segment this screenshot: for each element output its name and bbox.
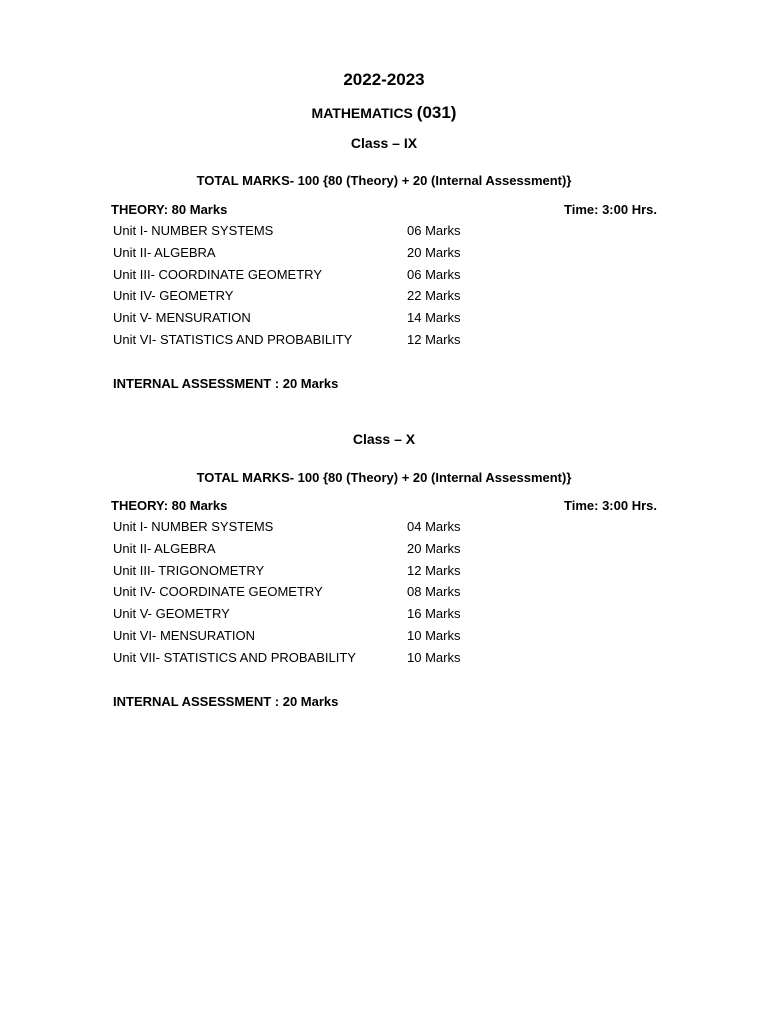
class-x-internal-assessment: INTERNAL ASSESSMENT : 20 Marks xyxy=(113,694,339,709)
subject-title xyxy=(0,103,768,123)
class-ix-heading: Class – IX xyxy=(350,135,418,151)
unit-marks: 16 Marks xyxy=(407,606,461,622)
class-x-theory-label: THEORY: 80 Marks xyxy=(111,498,228,513)
unit-name: Unit V- GEOMETRY xyxy=(113,606,230,622)
unit-marks: 10 Marks xyxy=(407,649,461,665)
unit-name: Unit III- TRIGONOMETRY xyxy=(113,562,265,578)
unit-name: Unit IV- COORDINATE GEOMETRY xyxy=(113,584,323,600)
class-x-time-label: Time: 3:00 Hrs. xyxy=(564,498,657,513)
unit-name: Unit I- NUMBER SYSTEMS xyxy=(113,223,274,238)
unit-name: Unit V- MENSURATION xyxy=(113,310,251,326)
class-x-unit-list xyxy=(113,519,513,672)
unit-marks: 10 Marks xyxy=(407,627,461,643)
unit-row xyxy=(113,245,513,267)
unit-name: Unit I- NUMBER SYSTEMS xyxy=(113,519,274,534)
class-ix-total-marks: TOTAL MARKS- 100 {80 (Theory) + 20 (Internal Assessment)} xyxy=(196,173,572,188)
unit-row xyxy=(113,584,513,606)
unit-row xyxy=(113,563,513,585)
unit-marks: 20 Marks xyxy=(407,540,461,556)
class-ix-time-label: Time: 3:00 Hrs. xyxy=(564,202,657,217)
academic-year: 2022-2023 xyxy=(343,70,425,89)
unit-marks: 06 Marks xyxy=(407,266,461,282)
unit-row xyxy=(113,223,513,245)
unit-name: Unit II- ALGEBRA xyxy=(113,244,216,260)
class-ix-internal-assessment: INTERNAL ASSESSMENT : 20 Marks xyxy=(113,376,339,391)
unit-name: Unit VI- MENSURATION xyxy=(113,627,256,643)
class-ix-theory-label: THEORY: 80 Marks xyxy=(111,202,228,217)
unit-row xyxy=(113,267,513,289)
unit-marks: 12 Marks xyxy=(407,562,461,578)
class-x-heading: Class – X xyxy=(352,431,416,447)
unit-row xyxy=(113,650,513,672)
unit-name: Unit III- COORDINATE GEOMETRY xyxy=(113,266,322,282)
unit-marks: 04 Marks xyxy=(407,519,461,534)
unit-name: Unit VI- STATISTICS AND PROBABILITY xyxy=(113,331,353,347)
unit-row xyxy=(113,288,513,310)
unit-name: Unit II- ALGEBRA xyxy=(113,540,216,556)
subject-code: (031) xyxy=(416,103,457,122)
class-ix-theory-header xyxy=(111,202,657,220)
unit-marks: 20 Marks xyxy=(407,244,461,260)
unit-row xyxy=(113,606,513,628)
unit-row xyxy=(113,541,513,563)
unit-row xyxy=(113,519,513,541)
class-x-theory-header xyxy=(111,498,657,516)
unit-row xyxy=(113,310,513,332)
unit-marks: 08 Marks xyxy=(407,584,461,600)
unit-marks: 06 Marks xyxy=(407,223,461,238)
unit-marks: 22 Marks xyxy=(407,288,461,304)
unit-row xyxy=(113,628,513,650)
class-x-total-marks: TOTAL MARKS- 100 {80 (Theory) + 20 (Internal Assessment)} xyxy=(196,470,572,485)
class-ix-unit-list xyxy=(113,223,513,354)
unit-name: Unit IV- GEOMETRY xyxy=(113,288,234,304)
unit-marks: 12 Marks xyxy=(407,331,461,347)
unit-name: Unit VII- STATISTICS AND PROBABILITY xyxy=(113,649,356,665)
subject-name: MATHEMATICS xyxy=(311,105,413,121)
unit-row xyxy=(113,332,513,354)
unit-marks: 14 Marks xyxy=(407,310,461,326)
